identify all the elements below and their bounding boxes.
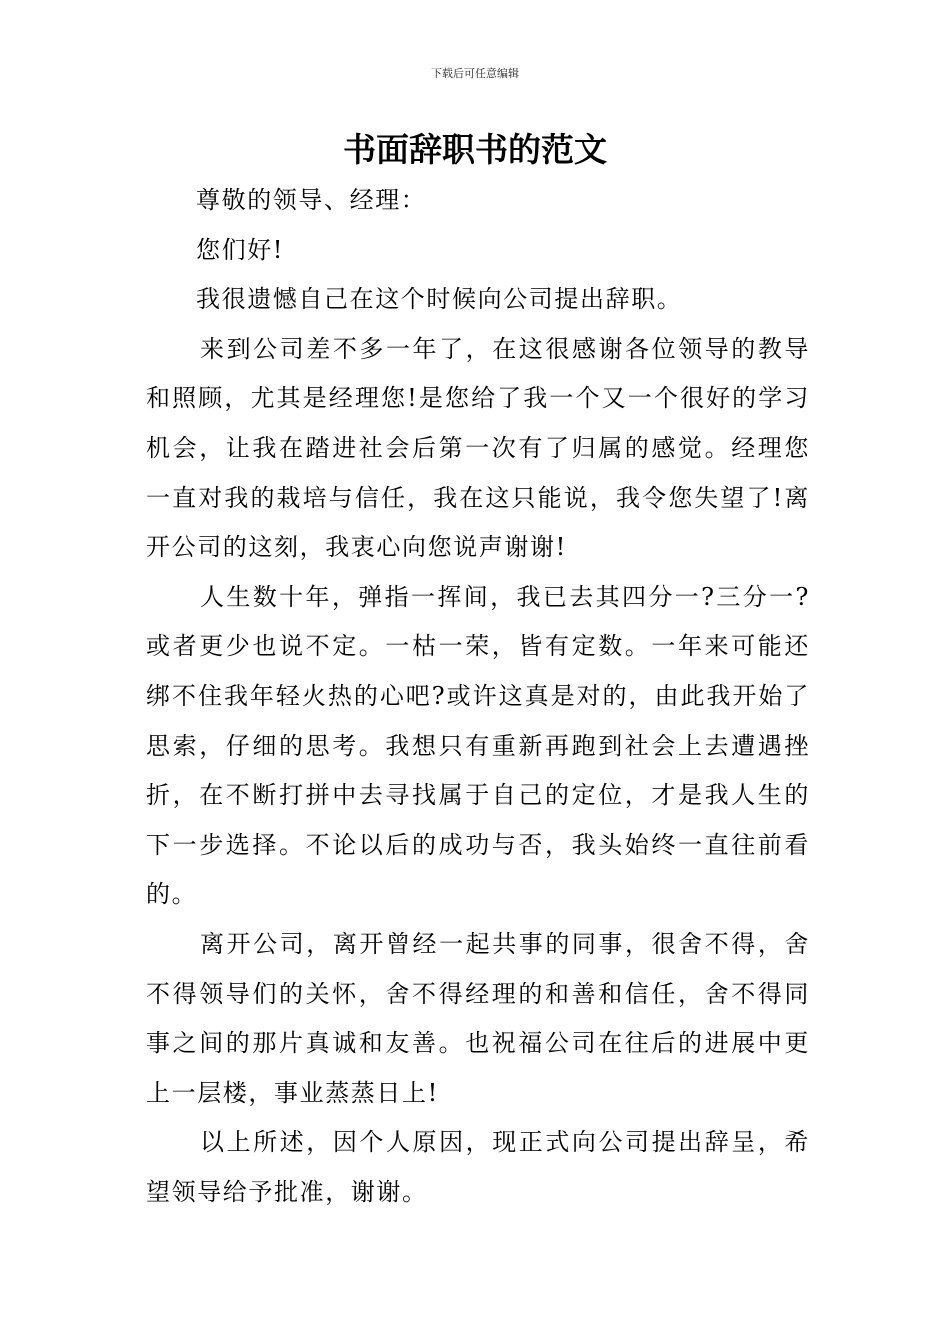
greeting: 您们好! (196, 235, 285, 264)
document-body (146, 176, 810, 1217)
header-note: 下载后可任意编辑 (431, 67, 519, 80)
paragraph-1: 我很遗憾自己在这个时候向公司提出辞职。 (196, 285, 683, 314)
paragraph-3: 人生数十年，弹指一挥间，我已去其四分一?三分一?或者更少也说不定。一枯一荣，皆有定数。一年来可能还绑不住我年轻火热的心吧?或许这真是对的，由此我开始了思索，仔细的思考。我想只有重新再跑到社会上去遭遇挫折，在不断打拼中去寻找属于自己的定位，才是我人生的下一步选择。不论以后的成功与否，我头始终一直往前看的。 (146, 582, 810, 909)
paragraph-5: 以上所述，因个人原因，现正式向公司提出辞呈，希望领导给予批准，谢谢。 (146, 1128, 810, 1206)
paragraph-2: 来到公司差不多一年了，在这很感谢各位领导的教导和照顾，尤其是经理您!是您给了我一个又一个很好的学习机会，让我在踏进社会后第一次有了归属的感觉。经理您一直对我的栽培与信任，我在这只能说，我令您失望了!离开公司的这刻，我衷心向您说声谢谢! (146, 334, 810, 562)
paragraph-4: 离开公司，离开曾经一起共事的同事，很舍不得，舍不得领导们的关怀，舍不得经理的和善和信任，舍不得同事之间的那片真诚和友善。也祝福公司在往后的进展中更上一层楼，事业蒸蒸日上! (146, 929, 810, 1107)
document-title: 书面辞职书的范文 (343, 130, 607, 169)
salutation: 尊敬的领导、经理： (196, 186, 427, 214)
